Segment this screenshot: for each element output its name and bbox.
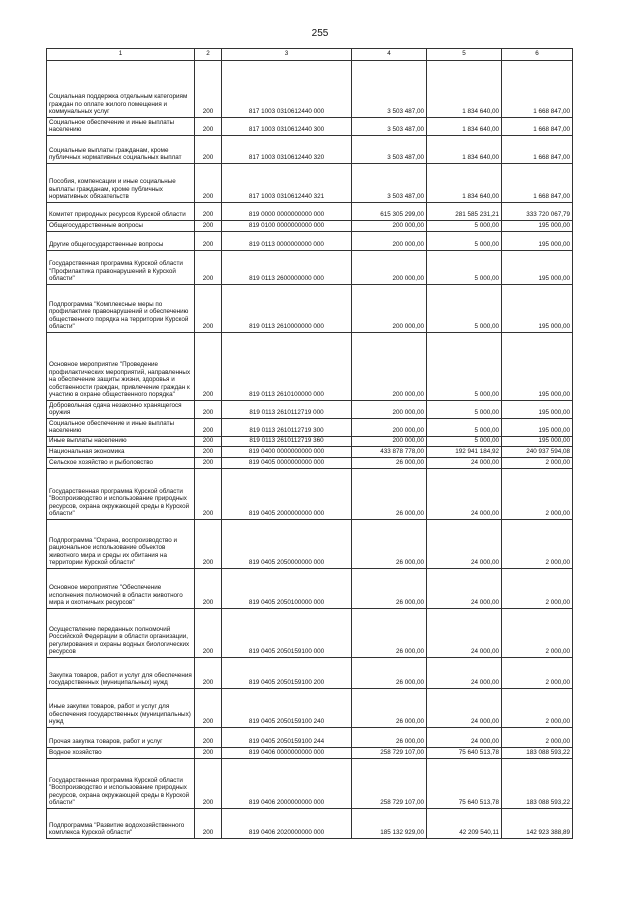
- row-grbs: 200: [195, 61, 222, 118]
- row-value-3: 195 000,00: [502, 285, 573, 333]
- row-value-3: 183 088 593,22: [502, 748, 573, 759]
- row-value-2: 24 000,00: [427, 520, 502, 569]
- row-value-3: 2 000,00: [502, 609, 573, 658]
- row-value-1: 26 000,00: [352, 520, 427, 569]
- row-code: 819 0405 2050159100 244: [222, 728, 352, 748]
- row-value-3: 195 000,00: [502, 221, 573, 232]
- table-row: [47, 759, 573, 809]
- row-name: Пособия, компенсации и иные социальные выплаты гражданам, кроме публичных нормативных обязательств: [47, 164, 195, 203]
- row-value-3: 240 937 594,08: [502, 447, 573, 458]
- row-grbs: 200: [195, 437, 222, 447]
- row-code: 819 0000 0000000000 000: [222, 203, 352, 221]
- table-row: [47, 232, 573, 251]
- row-value-3: 1 668 847,00: [502, 136, 573, 164]
- col-header: 4: [352, 49, 427, 61]
- row-grbs: 200: [195, 569, 222, 609]
- row-value-1: 3 503 487,00: [352, 61, 427, 118]
- row-code: 819 0113 2600000000 000: [222, 251, 352, 285]
- row-value-3: 2 000,00: [502, 569, 573, 609]
- table-row: [47, 221, 573, 232]
- row-value-1: 26 000,00: [352, 469, 427, 520]
- row-grbs: 200: [195, 469, 222, 520]
- col-header: 5: [427, 49, 502, 61]
- row-value-1: 26 000,00: [352, 569, 427, 609]
- row-name: Сельское хозяйство и рыболовство: [47, 458, 195, 469]
- row-value-3: 183 088 593,22: [502, 759, 573, 809]
- row-value-1: 200 000,00: [352, 401, 427, 419]
- row-value-1: 3 503 487,00: [352, 136, 427, 164]
- row-code: 819 0405 2050100000 000: [222, 569, 352, 609]
- row-value-3: 1 668 847,00: [502, 61, 573, 118]
- row-value-3: 2 000,00: [502, 469, 573, 520]
- row-value-1: 433 878 778,00: [352, 447, 427, 458]
- row-value-2: 24 000,00: [427, 689, 502, 728]
- row-code: 819 0113 2610100000 000: [222, 333, 352, 401]
- row-value-3: 2 000,00: [502, 458, 573, 469]
- budget-table: [46, 48, 573, 839]
- table-row: [47, 419, 573, 437]
- row-value-2: 5 000,00: [427, 333, 502, 401]
- row-value-3: 333 720 067,79: [502, 203, 573, 221]
- row-grbs: 200: [195, 164, 222, 203]
- row-grbs: 200: [195, 748, 222, 759]
- row-grbs: 200: [195, 658, 222, 689]
- row-code: 819 0113 2610112719 300: [222, 419, 352, 437]
- row-value-2: 1 834 640,00: [427, 164, 502, 203]
- row-code: 819 0113 2610112719 360: [222, 437, 352, 447]
- row-code: 819 0406 2020000000 000: [222, 809, 352, 839]
- row-name: Водное хозяйство: [47, 748, 195, 759]
- row-name: Основное мероприятие "Проведение профилактических мероприятий, направленных на обеспечение защиты жизни, здоровья и собственности граждан, привлечение граждан к участию в охране общественного порядка": [47, 333, 195, 401]
- row-value-1: 200 000,00: [352, 251, 427, 285]
- row-name: Прочая закупка товаров, работ и услуг: [47, 728, 195, 748]
- row-code: 819 0405 2000000000 000: [222, 469, 352, 520]
- row-value-3: 2 000,00: [502, 689, 573, 728]
- table-row: [47, 658, 573, 689]
- row-name: Общегосударственные вопросы: [47, 221, 195, 232]
- page-number: 255: [311, 28, 329, 39]
- row-value-2: 192 941 184,92: [427, 447, 502, 458]
- row-value-2: 24 000,00: [427, 469, 502, 520]
- table-row: [47, 136, 573, 164]
- row-value-3: 195 000,00: [502, 232, 573, 251]
- row-value-2: 24 000,00: [427, 569, 502, 609]
- row-value-3: 2 000,00: [502, 728, 573, 748]
- row-value-2: 42 209 540,11: [427, 809, 502, 839]
- row-value-2: 5 000,00: [427, 419, 502, 437]
- row-grbs: 200: [195, 203, 222, 221]
- table-row: [47, 203, 573, 221]
- row-value-3: 142 923 388,89: [502, 809, 573, 839]
- table-row: [47, 569, 573, 609]
- row-value-3: 1 668 847,00: [502, 118, 573, 136]
- row-name: Иные закупки товаров, работ и услуг для обеспечения государственных (муниципальных) нужд: [47, 689, 195, 728]
- table-row: [47, 609, 573, 658]
- table-header-row: [47, 49, 573, 61]
- row-code: 819 0400 0000000000 000: [222, 447, 352, 458]
- row-value-1: 185 132 929,00: [352, 809, 427, 839]
- row-name: Государственная программа Курской области "Воспроизводство и использование природных ресурсов, охрана окружающей среды в Курской области": [47, 469, 195, 520]
- row-value-1: 258 729 107,00: [352, 759, 427, 809]
- row-value-1: 200 000,00: [352, 333, 427, 401]
- row-grbs: 200: [195, 251, 222, 285]
- row-value-2: 5 000,00: [427, 221, 502, 232]
- table-row: [47, 118, 573, 136]
- table-body: [47, 61, 573, 839]
- row-grbs: 200: [195, 520, 222, 569]
- row-value-3: 195 000,00: [502, 401, 573, 419]
- row-value-3: 2 000,00: [502, 658, 573, 689]
- row-value-2: 24 000,00: [427, 658, 502, 689]
- row-name: Комитет природных ресурсов Курской области: [47, 203, 195, 221]
- row-code: 819 0113 0000000000 000: [222, 232, 352, 251]
- row-name: Подпрограмма "Комплексные меры по профилактике правонарушений и обеспечению общественного порядка на территории Курской области": [47, 285, 195, 333]
- table-row: [47, 458, 573, 469]
- row-value-2: 5 000,00: [427, 401, 502, 419]
- row-grbs: 200: [195, 136, 222, 164]
- table-row: [47, 447, 573, 458]
- row-grbs: 200: [195, 232, 222, 251]
- table-row: [47, 809, 573, 839]
- col-header: 3: [222, 49, 352, 61]
- row-value-2: 24 000,00: [427, 609, 502, 658]
- row-value-1: 200 000,00: [352, 419, 427, 437]
- col-header: 2: [195, 49, 222, 61]
- row-name: Социальная поддержка отдельным категориям граждан по оплате жилого помещения и коммунальных услуг: [47, 61, 195, 118]
- row-value-3: 195 000,00: [502, 251, 573, 285]
- row-name: Основное мероприятие "Обеспечение исполнения полномочий в области животного мира и охотничьих ресурсов": [47, 569, 195, 609]
- row-value-2: 5 000,00: [427, 437, 502, 447]
- row-code: 819 0113 2610000000 000: [222, 285, 352, 333]
- table-row: [47, 689, 573, 728]
- row-grbs: 200: [195, 689, 222, 728]
- row-code: 817 1003 0310612440 300: [222, 118, 352, 136]
- row-value-1: 3 503 487,00: [352, 164, 427, 203]
- row-grbs: 200: [195, 118, 222, 136]
- row-name: Иные выплаты населению: [47, 437, 195, 447]
- row-value-1: 200 000,00: [352, 232, 427, 251]
- row-value-2: 1 834 640,00: [427, 136, 502, 164]
- row-value-1: 26 000,00: [352, 658, 427, 689]
- row-name: Государственная программа Курской области "Профилактика правонарушений в Курской области": [47, 251, 195, 285]
- row-grbs: 200: [195, 419, 222, 437]
- row-code: 817 1003 0310612440 321: [222, 164, 352, 203]
- row-value-1: 200 000,00: [352, 285, 427, 333]
- row-code: 817 1003 0310612440 000: [222, 61, 352, 118]
- row-value-1: 26 000,00: [352, 609, 427, 658]
- row-name: Государственная программа Курской области "Воспроизводство и использование природных ресурсов, охрана окружающей среды в Курской области": [47, 759, 195, 809]
- row-code: 817 1003 0310612440 320: [222, 136, 352, 164]
- row-name: Добровольная сдача незаконно хранящегося оружия: [47, 401, 195, 419]
- row-code: 819 0405 2050159100 200: [222, 658, 352, 689]
- row-value-2: 1 834 640,00: [427, 118, 502, 136]
- table-row: [47, 401, 573, 419]
- row-value-1: 200 000,00: [352, 221, 427, 232]
- row-value-2: 24 000,00: [427, 728, 502, 748]
- table-row: [47, 164, 573, 203]
- row-code: 819 0405 0000000000 000: [222, 458, 352, 469]
- col-header: 1: [47, 49, 195, 61]
- row-grbs: 200: [195, 401, 222, 419]
- row-value-3: 195 000,00: [502, 419, 573, 437]
- row-name: Социальное обеспечение и иные выплаты населению: [47, 118, 195, 136]
- row-name: Социальные выплаты гражданам, кроме публичных нормативных социальных выплат: [47, 136, 195, 164]
- row-value-1: 615 305 299,00: [352, 203, 427, 221]
- table-row: [47, 61, 573, 118]
- row-value-2: 1 834 640,00: [427, 61, 502, 118]
- table-row: [47, 285, 573, 333]
- table-row: [47, 333, 573, 401]
- row-value-1: 258 729 107,00: [352, 748, 427, 759]
- row-grbs: 200: [195, 759, 222, 809]
- row-code: 819 0100 0000000000 000: [222, 221, 352, 232]
- table-row: [47, 437, 573, 447]
- row-name: Подпрограмма "Развитие водохозяйственного комплекса Курской области": [47, 809, 195, 839]
- row-code: 819 0406 0000000000 000: [222, 748, 352, 759]
- row-value-1: 200 000,00: [352, 437, 427, 447]
- row-code: 819 0405 2050000000 000: [222, 520, 352, 569]
- table-row: [47, 469, 573, 520]
- row-code: 819 0405 2050159100 240: [222, 689, 352, 728]
- row-value-1: 26 000,00: [352, 728, 427, 748]
- row-name: Другие общегосударственные вопросы: [47, 232, 195, 251]
- row-value-3: 195 000,00: [502, 437, 573, 447]
- table-row: [47, 748, 573, 759]
- row-name: Закупка товаров, работ и услуг для обеспечения государственных (муниципальных) нужд: [47, 658, 195, 689]
- row-grbs: 200: [195, 447, 222, 458]
- col-header: 6: [502, 49, 573, 61]
- row-value-1: 26 000,00: [352, 458, 427, 469]
- row-value-2: 5 000,00: [427, 232, 502, 251]
- row-grbs: 200: [195, 285, 222, 333]
- row-name: Социальное обеспечение и иные выплаты населению: [47, 419, 195, 437]
- row-value-3: 1 668 847,00: [502, 164, 573, 203]
- row-grbs: 200: [195, 333, 222, 401]
- row-value-2: 24 000,00: [427, 458, 502, 469]
- row-grbs: 200: [195, 221, 222, 232]
- row-value-2: 5 000,00: [427, 251, 502, 285]
- row-value-1: 26 000,00: [352, 689, 427, 728]
- table-row: [47, 251, 573, 285]
- row-value-3: 2 000,00: [502, 520, 573, 569]
- row-name: Подпрограмма "Охрана, воспроизводство и рациональное использование объектов животного мира и среды их обитания на территории Курской области": [47, 520, 195, 569]
- row-grbs: 200: [195, 809, 222, 839]
- row-value-2: 75 640 513,78: [427, 748, 502, 759]
- row-name: Национальная экономика: [47, 447, 195, 458]
- row-code: 819 0113 2610112719 000: [222, 401, 352, 419]
- row-grbs: 200: [195, 728, 222, 748]
- row-name: Осуществление переданных полномочий Российской Федерации в области организации, регулирования и охраны водных биологических ресурсов: [47, 609, 195, 658]
- row-code: 819 0405 2050159100 000: [222, 609, 352, 658]
- row-value-2: 281 585 231,21: [427, 203, 502, 221]
- row-value-2: 75 640 513,78: [427, 759, 502, 809]
- row-value-2: 5 000,00: [427, 285, 502, 333]
- table-row: [47, 520, 573, 569]
- row-code: 819 0406 2000000000 000: [222, 759, 352, 809]
- row-value-1: 3 503 487,00: [352, 118, 427, 136]
- table-row: [47, 728, 573, 748]
- row-value-3: 195 000,00: [502, 333, 573, 401]
- row-grbs: 200: [195, 458, 222, 469]
- row-grbs: 200: [195, 609, 222, 658]
